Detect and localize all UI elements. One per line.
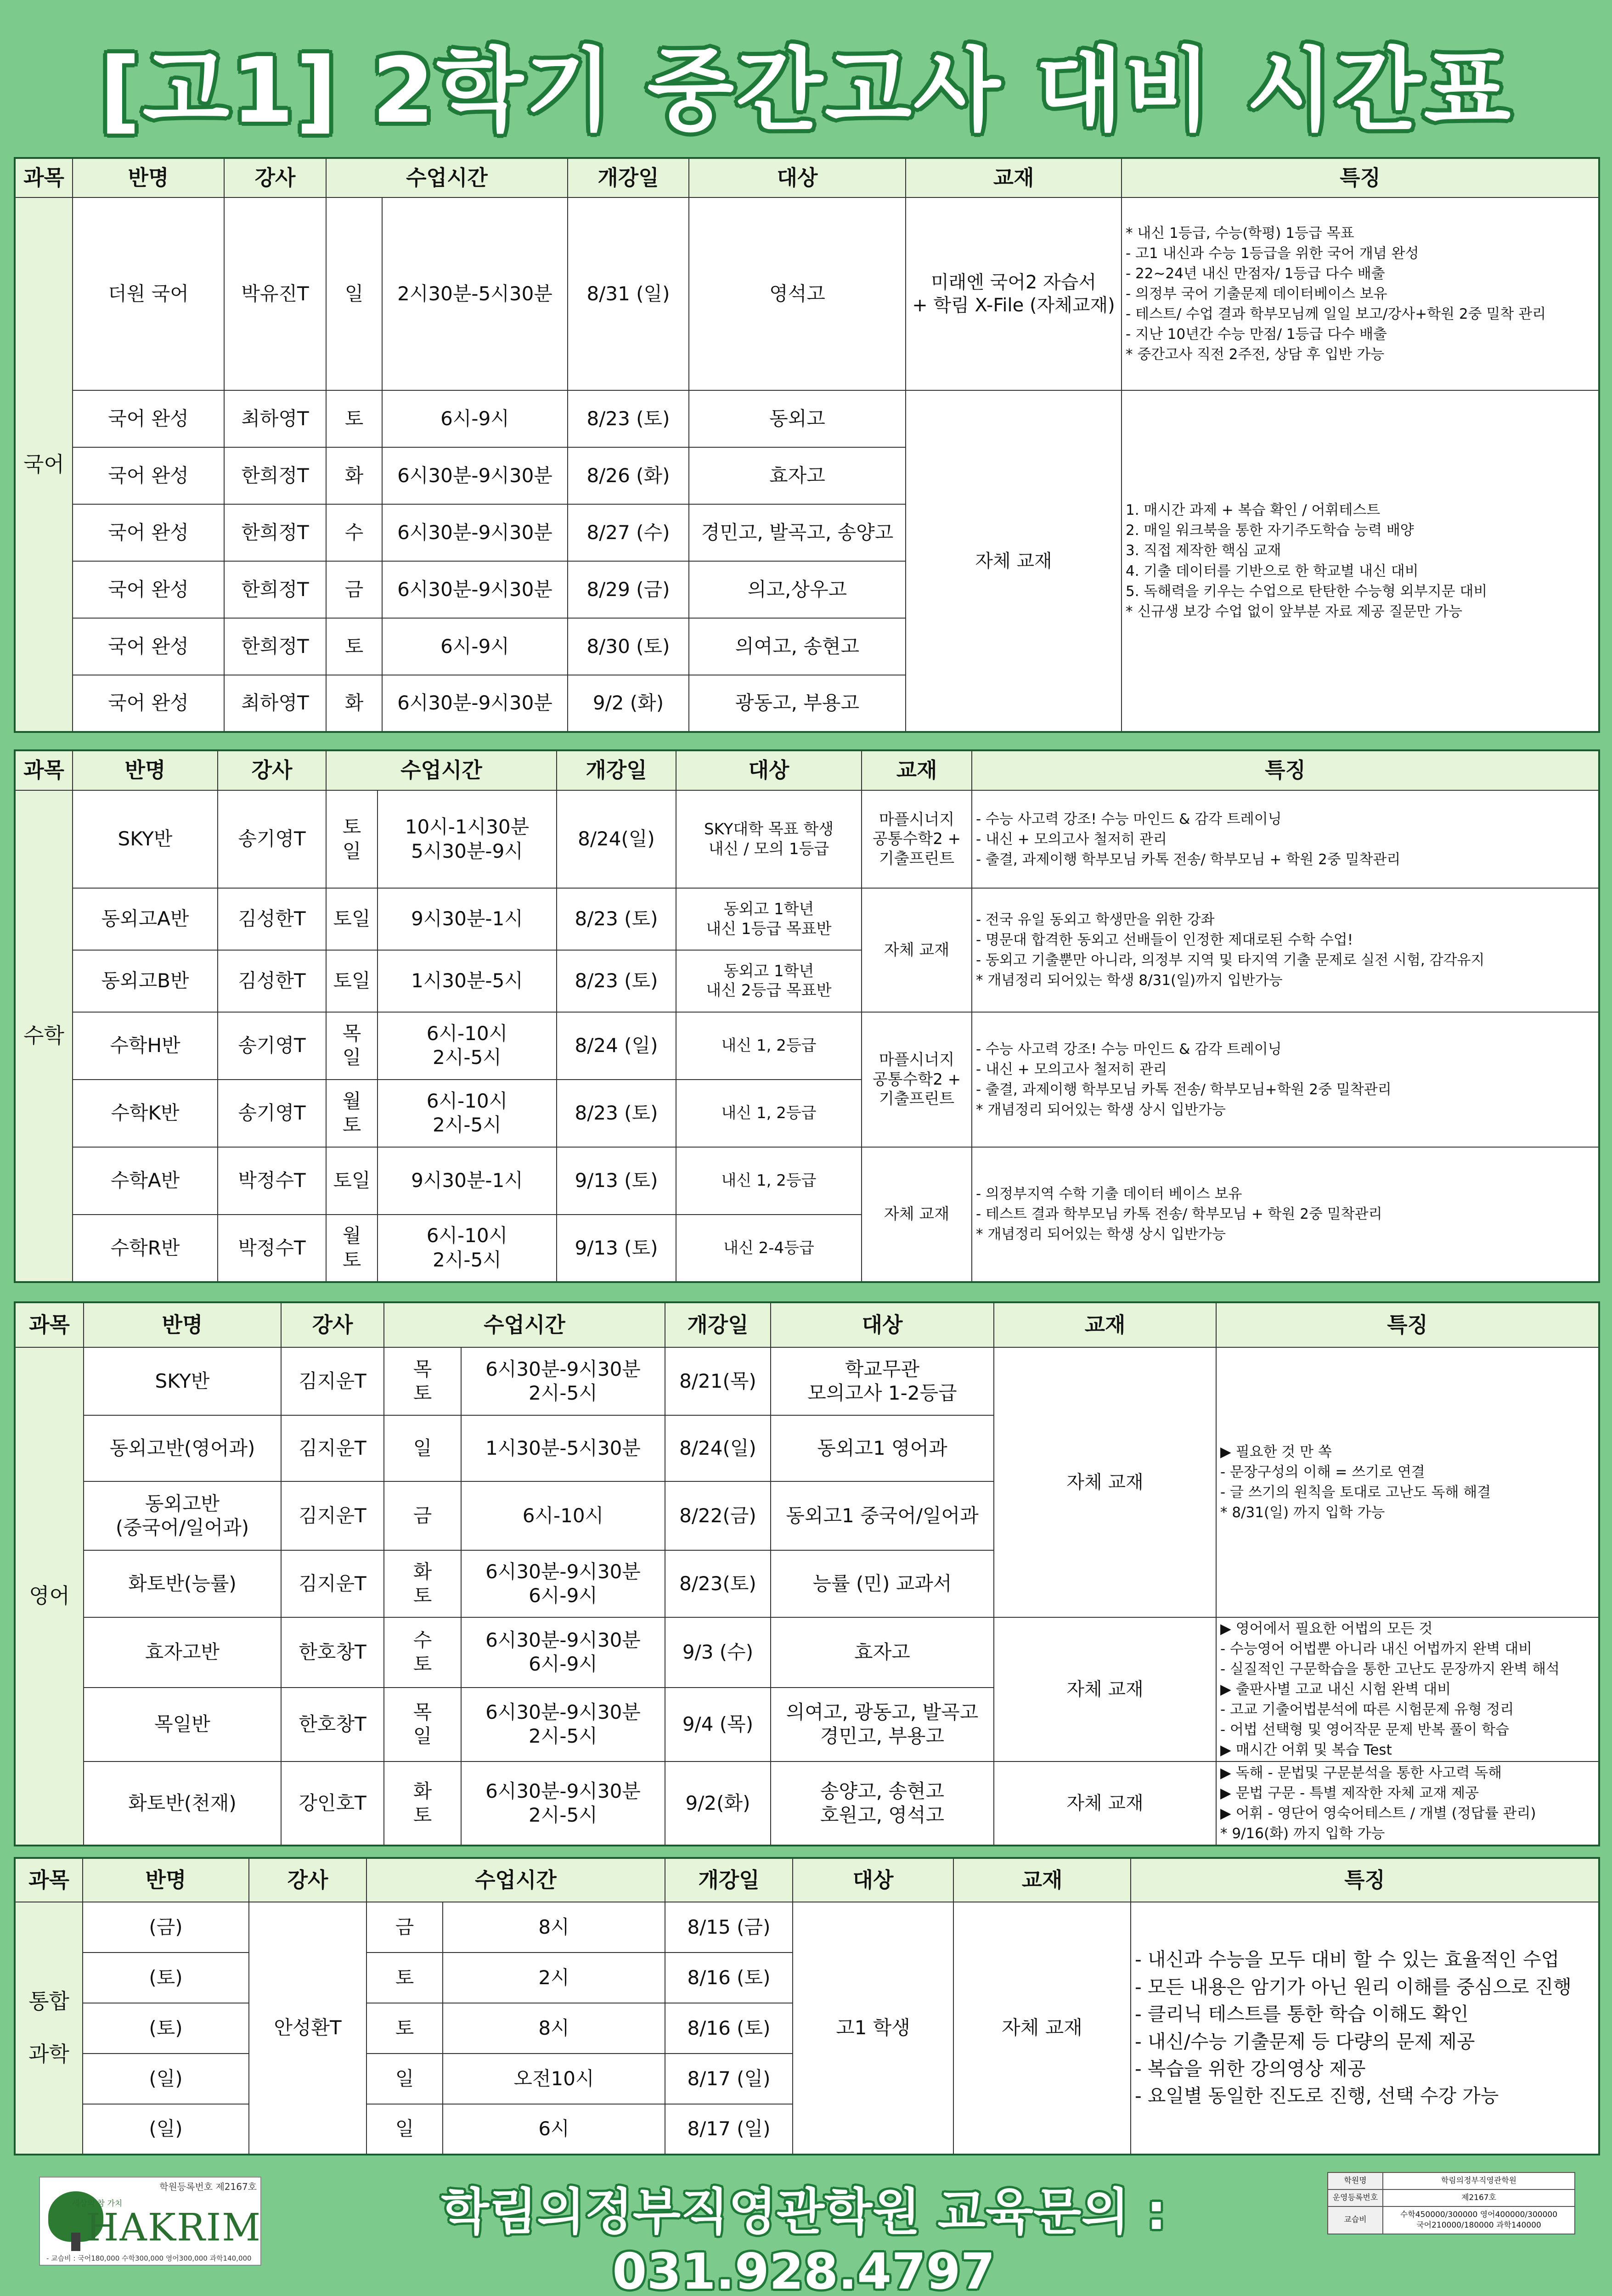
class-name: 동외고반 (중국어/일어과) bbox=[84, 1481, 281, 1550]
class-name: (일) bbox=[83, 2054, 249, 2104]
class-day: 금 bbox=[326, 561, 382, 618]
start-date: 8/30 (토) bbox=[568, 618, 689, 675]
class-time: 8시 bbox=[443, 1902, 665, 1953]
features: - 전국 유일 동외고 학생만을 위한 강좌 - 명문대 합격한 동외고 선배들이 인정한 제대로된 수학 수업! - 동외고 기출뿐만 아니라, 의정부 지역 및 타지역 기출 문제로 실전 시험, 감각유지 * 개념정리 되어있는 학생 8/31(일)까지 입반가능 bbox=[972, 888, 1599, 1012]
start-date: 8/23 (토) bbox=[557, 1080, 676, 1147]
start-date: 8/16 (토) bbox=[665, 2003, 793, 2054]
class-day: 목 토 bbox=[384, 1347, 461, 1415]
target: 능률 (민) 교과서 bbox=[771, 1550, 994, 1617]
science-schedule-table bbox=[14, 1857, 1600, 2155]
class-day: 토 bbox=[326, 390, 382, 447]
english-schedule-table bbox=[14, 1301, 1600, 1846]
header-time: 수업시간 bbox=[384, 1302, 665, 1347]
class-day: 토일 bbox=[326, 1147, 378, 1215]
features: 1. 매시간 과제 + 복습 확인 / 어휘테스트 2. 매일 워크북을 통한 자기주도학습 능력 배양 3. 직접 제작한 핵심 교재 4. 기출 데이터를 기반으로 한 학교별 내신 대비 5. 독해력을 키우는 수업으로 탄탄한 수능형 외부지문 대비 * 신규생 보강 수업 없이 앞부분 자료 제공 질문만 가능 bbox=[1122, 390, 1599, 732]
class-day: 토일 bbox=[326, 950, 378, 1012]
class-name: SKY반 bbox=[84, 1347, 281, 1415]
table-row bbox=[15, 197, 1599, 390]
start-date: 8/26 (화) bbox=[568, 447, 689, 504]
textbook: 자체 교재 bbox=[906, 390, 1122, 732]
info-value: 제2167호 bbox=[1383, 2189, 1575, 2206]
class-time: 6시-10시 2시-5시 bbox=[378, 1012, 557, 1080]
class-day: 일 bbox=[366, 2054, 443, 2104]
class-time: 2시 bbox=[443, 1953, 665, 2003]
header-subject: 과목 bbox=[15, 1302, 84, 1347]
class-day: 일 bbox=[384, 1415, 461, 1481]
logo-fees: - 교습비 : 국어180,000 수학300,000 영어300,000 과학140,000 bbox=[46, 2254, 252, 2262]
start-date: 8/23(토) bbox=[665, 1550, 771, 1617]
target: 의여고, 광동고, 발곡고 경민고, 부용고 bbox=[771, 1688, 994, 1761]
table-row bbox=[15, 1012, 1599, 1080]
features: - 의정부지역 수학 기출 데이터 베이스 보유 - 테스트 결과 학부모님 카톡 전송/ 학부모님 + 학원 2중 밀착관리 * 개념정리 되어있는 학생 상시 입반가능 bbox=[972, 1147, 1599, 1282]
class-day: 토 bbox=[366, 2003, 443, 2054]
class-time: 6시-9시 bbox=[382, 390, 568, 447]
target: 학교무관 모의고사 1-2등급 bbox=[771, 1347, 994, 1415]
target: 효자고 bbox=[689, 447, 906, 504]
class-day: 월 토 bbox=[326, 1215, 378, 1282]
class-day: 목 일 bbox=[326, 1012, 378, 1080]
target: 동외고1 중국어/일어과 bbox=[771, 1481, 994, 1550]
subject-cell: 수학 bbox=[15, 790, 73, 1282]
header-target: 대상 bbox=[771, 1302, 994, 1347]
korean-schedule-table bbox=[14, 157, 1600, 733]
class-name: 효자고반 bbox=[84, 1617, 281, 1688]
teacher: 최하영T bbox=[224, 390, 326, 447]
textbook: 마플시너지 공통수학2 + 기출프린트 bbox=[862, 790, 972, 888]
features: - 수능 사고력 강조! 수능 마인드 & 감각 트레이닝 - 내신 + 모의고사 철저히 관리 - 출결, 과제이행 학부모님 카톡 전송/ 학부모님 + 학원 2중 밀착관리 bbox=[972, 790, 1599, 888]
class-name: 더원 국어 bbox=[73, 197, 224, 390]
class-time: 6시30분-9시30분 bbox=[382, 447, 568, 504]
class-day: 토 bbox=[366, 1953, 443, 2003]
start-date: 9/4 (목) bbox=[665, 1688, 771, 1761]
class-day: 금 bbox=[366, 1902, 443, 1953]
class-name: (토) bbox=[83, 1953, 249, 2003]
header-teacher: 강사 bbox=[218, 750, 326, 790]
class-time: 2시30분-5시30분 bbox=[382, 197, 568, 390]
info-label: 교습비 bbox=[1328, 2206, 1383, 2234]
class-time: 6시-9시 bbox=[382, 618, 568, 675]
header-teacher: 강사 bbox=[224, 158, 326, 197]
class-time: 6시30분-9시30분 bbox=[382, 561, 568, 618]
class-name: 동외고B반 bbox=[73, 950, 218, 1012]
class-day: 화 bbox=[326, 675, 382, 732]
start-date: 8/23 (토) bbox=[557, 888, 676, 950]
teacher: 김성한T bbox=[218, 950, 326, 1012]
header-subject: 과목 bbox=[15, 158, 73, 197]
class-name: 국어 완성 bbox=[73, 675, 224, 732]
english-header-row bbox=[15, 1302, 1599, 1347]
target: 송양고, 송현고 호원고, 영석고 bbox=[771, 1761, 994, 1846]
class-name: 수학H반 bbox=[73, 1012, 218, 1080]
header-teacher: 강사 bbox=[249, 1858, 366, 1902]
teacher: 박정수T bbox=[218, 1215, 326, 1282]
teacher: 박정수T bbox=[218, 1147, 326, 1215]
header-start: 개강일 bbox=[557, 750, 676, 790]
footer bbox=[0, 2158, 1612, 2296]
class-time: 9시30분-1시 bbox=[378, 1147, 557, 1215]
teacher: 김지운T bbox=[281, 1481, 384, 1550]
target: 동외고 bbox=[689, 390, 906, 447]
header-subject: 과목 bbox=[15, 1858, 83, 1902]
start-date: 8/24(일) bbox=[557, 790, 676, 888]
header-features: 특징 bbox=[972, 750, 1599, 790]
target: 영석고 bbox=[689, 197, 906, 390]
textbook: 자체 교재 bbox=[994, 1761, 1216, 1846]
teacher: 한희정T bbox=[224, 447, 326, 504]
start-date: 8/17 (일) bbox=[665, 2104, 793, 2155]
teacher: 한호창T bbox=[281, 1617, 384, 1688]
features: * 내신 1등급, 수능(학평) 1등급 목표 - 고1 내신과 수능 1등급을 위한 국어 개념 완성 - 22~24년 내신 만점자/ 1등급 다수 배출 - 의정부 국어 기출문제 데이터베이스 보유 - 테스트/ 수업 결과 학부모님께 일일 보고/강사+학원 2중 밀착 관리 - 지난 10년간 수능 만점/ 1등급 다수 배출 * 중간고사 직전 2주전, 상담 후 입반 가능 bbox=[1122, 197, 1599, 390]
header-class: 반명 bbox=[73, 158, 224, 197]
start-date: 9/13 (토) bbox=[557, 1147, 676, 1215]
class-time: 6시30분-9시30분 6시-9시 bbox=[461, 1550, 665, 1617]
class-name: 화토반(천재) bbox=[84, 1761, 281, 1846]
class-name: 동외고반(영어과) bbox=[84, 1415, 281, 1481]
class-name: 수학K반 bbox=[73, 1080, 218, 1147]
teacher: 한희정T bbox=[224, 504, 326, 561]
textbook: 마플시너지 공통수학2 + 기출프린트 bbox=[862, 1012, 972, 1147]
teacher: 송기영T bbox=[218, 790, 326, 888]
info-value: 학림의정부직영관학원 bbox=[1383, 2172, 1575, 2189]
target: 내신 1, 2등급 bbox=[676, 1147, 862, 1215]
class-time: 6시-10시 2시-5시 bbox=[378, 1215, 557, 1282]
target: 고1 학생 bbox=[793, 1902, 953, 2155]
registration-number: 학원등록번호 제2167호 bbox=[159, 2181, 257, 2192]
info-row bbox=[1328, 2206, 1575, 2234]
header-book: 교재 bbox=[862, 750, 972, 790]
target: 광동고, 부용고 bbox=[689, 675, 906, 732]
header-start: 개강일 bbox=[568, 158, 689, 197]
info-row bbox=[1328, 2172, 1575, 2189]
start-date: 9/3 (수) bbox=[665, 1617, 771, 1688]
table-row bbox=[15, 888, 1599, 950]
start-date: 8/17 (일) bbox=[665, 2054, 793, 2104]
header-time: 수업시간 bbox=[366, 1858, 665, 1902]
textbook: 미래엔 국어2 자습서 + 학림 X-File (자체교재) bbox=[906, 197, 1122, 390]
class-name: (일) bbox=[83, 2104, 249, 2155]
class-time: 9시30분-1시 bbox=[378, 888, 557, 950]
class-name: 화토반(능률) bbox=[84, 1550, 281, 1617]
start-date: 8/22(금) bbox=[665, 1481, 771, 1550]
teacher: 김지운T bbox=[281, 1550, 384, 1617]
header-target: 대상 bbox=[793, 1858, 953, 1902]
features: ▶ 영어에서 필요한 어법의 모든 것 - 수능영어 어법뿐 아니라 내신 어법까지 완벽 대비 - 실질적인 구문학습을 통한 고난도 문장까지 완벽 해석 ▶ 출판사별 고교 내신 시험 완벽 대비 - 고교 기출어법분석에 따른 시험문제 유형 정리 - 어법 선택형 및 영어작문 문제 반복 풀이 학습 ▶ 매시간 어휘 및 복습 Test bbox=[1216, 1617, 1599, 1761]
table-row bbox=[15, 1147, 1599, 1215]
class-time: 10시-1시30분 5시30분-9시 bbox=[378, 790, 557, 888]
class-day: 화 bbox=[326, 447, 382, 504]
target: 동외고 1학년 내신 2등급 목표반 bbox=[676, 950, 862, 1012]
header-features: 특징 bbox=[1216, 1302, 1599, 1347]
header-features: 특징 bbox=[1131, 1858, 1599, 1902]
target: 경민고, 발곡고, 송양고 bbox=[689, 504, 906, 561]
class-day: 화 토 bbox=[384, 1761, 461, 1846]
class-name: 수학R반 bbox=[73, 1215, 218, 1282]
start-date: 8/27 (수) bbox=[568, 504, 689, 561]
contact-info: 학림의정부직영관학원 교육문의 : 031.928.4797 bbox=[441, 2183, 1167, 2296]
class-name: 목일반 bbox=[84, 1688, 281, 1761]
header-book: 교재 bbox=[994, 1302, 1216, 1347]
target: 동외고 1학년 내신 1등급 목표반 bbox=[676, 888, 862, 950]
header-subject: 과목 bbox=[15, 750, 73, 790]
start-date: 8/24(일) bbox=[665, 1415, 771, 1481]
features: ▶ 독해 - 문법및 구문분석을 통한 사고력 독해 ▶ 문법 구문 - 특별 제작한 자체 교재 제공 ▶ 어휘 - 영단어 영숙어테스트 / 개별 (정답률 관리) * 9/16(화) 까지 입학 가능 bbox=[1216, 1761, 1599, 1846]
class-time: 1시30분-5시 bbox=[378, 950, 557, 1012]
header-class: 반명 bbox=[73, 750, 218, 790]
page-title: [고1] 2학기 중간고사 대비 시간표 bbox=[99, 39, 1513, 143]
math-schedule-table bbox=[14, 749, 1600, 1283]
table-row bbox=[15, 1347, 1599, 1415]
start-date: 8/24 (일) bbox=[557, 1012, 676, 1080]
features: ▶ 필요한 것 만 쏙 - 문장구성의 이해 = 쓰기로 연결 - 글 쓰기의 원칙을 토대로 고난도 독해 해결 * 8/31(일) 까지 입학 가능 bbox=[1216, 1347, 1599, 1617]
teacher: 안성환T bbox=[249, 1902, 366, 2155]
target: 내신 2-4등급 bbox=[676, 1215, 862, 1282]
target: 내신 1, 2등급 bbox=[676, 1012, 862, 1080]
header-teacher: 강사 bbox=[281, 1302, 384, 1347]
class-day: 수 bbox=[326, 504, 382, 561]
target: 동외고1 영어과 bbox=[771, 1415, 994, 1481]
teacher: 강인호T bbox=[281, 1761, 384, 1846]
class-time: 6시30분-9시30분 2시-5시 bbox=[461, 1761, 665, 1846]
class-name: 국어 완성 bbox=[73, 390, 224, 447]
math-header-row bbox=[15, 750, 1599, 790]
teacher: 김지운T bbox=[281, 1347, 384, 1415]
class-name: 국어 완성 bbox=[73, 504, 224, 561]
class-time: 오전10시 bbox=[443, 2054, 665, 2104]
class-name: 동외고A반 bbox=[73, 888, 218, 950]
class-day: 토 일 bbox=[326, 790, 378, 888]
tree-trunk-icon bbox=[71, 2233, 80, 2251]
science-header-row bbox=[15, 1858, 1599, 1902]
teacher: 한희정T bbox=[224, 561, 326, 618]
header-time: 수업시간 bbox=[326, 750, 557, 790]
textbook: 자체 교재 bbox=[953, 1902, 1131, 2155]
logo-slogan: 세상의 참 가치 bbox=[72, 2199, 123, 2208]
target: SKY대학 목표 학생 내신 / 모의 1등급 bbox=[676, 790, 862, 888]
header-time: 수업시간 bbox=[326, 158, 568, 197]
target: 의여고, 송현고 bbox=[689, 618, 906, 675]
class-name: 국어 완성 bbox=[73, 618, 224, 675]
subject-cell: 국어 bbox=[15, 197, 73, 732]
teacher: 송기영T bbox=[218, 1080, 326, 1147]
class-name: (금) bbox=[83, 1902, 249, 1953]
teacher: 한호창T bbox=[281, 1688, 384, 1761]
features: - 내신과 수능을 모두 대비 할 수 있는 효율적인 수업 - 모든 내용은 암기가 아닌 원리 이해를 중심으로 진행 - 클리닉 테스트를 통한 학습 이해도 확인 - 내신/수능 기출문제 등 다량의 문제 제공 - 복습을 위한 강의영상 제공 - 요일별 동일한 진도로 진행, 선택 수강 가능 bbox=[1131, 1902, 1599, 2155]
class-name: 국어 완성 bbox=[73, 447, 224, 504]
start-date: 8/16 (토) bbox=[665, 1953, 793, 2003]
table-row bbox=[15, 1902, 1599, 1953]
subject-cell: 통합 과학 bbox=[15, 1902, 83, 2155]
class-time: 6시30분-9시30분 bbox=[382, 675, 568, 732]
subject-cell: 영어 bbox=[15, 1347, 84, 1846]
teacher: 최하영T bbox=[224, 675, 326, 732]
table-row bbox=[15, 790, 1599, 888]
class-time: 1시30분-5시30분 bbox=[461, 1415, 665, 1481]
class-day: 일 bbox=[326, 197, 382, 390]
header-features: 특징 bbox=[1122, 158, 1599, 197]
start-date: 8/23 (토) bbox=[568, 390, 689, 447]
header-book: 교재 bbox=[953, 1858, 1131, 1902]
target: 의고,상우고 bbox=[689, 561, 906, 618]
header-class: 반명 bbox=[84, 1302, 281, 1347]
academy-info-table bbox=[1327, 2172, 1575, 2234]
teacher: 한희정T bbox=[224, 618, 326, 675]
class-time: 6시30분-9시30분 bbox=[382, 504, 568, 561]
start-date: 9/2(화) bbox=[665, 1761, 771, 1846]
textbook: 자체 교재 bbox=[862, 1147, 972, 1282]
class-time: 6시-10시 2시-5시 bbox=[378, 1080, 557, 1147]
class-day: 토일 bbox=[326, 888, 378, 950]
logo-text: HAKRIM bbox=[86, 2206, 262, 2250]
class-day: 수 토 bbox=[384, 1617, 461, 1688]
header-class: 반명 bbox=[83, 1858, 249, 1902]
class-time: 6시30분-9시30분 2시-5시 bbox=[461, 1347, 665, 1415]
table-row bbox=[15, 390, 1599, 447]
class-day: 화 토 bbox=[384, 1550, 461, 1617]
class-name: SKY반 bbox=[73, 790, 218, 888]
header-book: 교재 bbox=[906, 158, 1122, 197]
info-value: 수학450000/300000 영어400000/300000 국어210000/180000 과학140000 bbox=[1383, 2206, 1575, 2234]
textbook: 자체 교재 bbox=[994, 1347, 1216, 1617]
class-time: 8시 bbox=[443, 2003, 665, 2054]
table-row bbox=[15, 1761, 1599, 1846]
header-target: 대상 bbox=[689, 158, 906, 197]
features: - 수능 사고력 강조! 수능 마인드 & 감각 트레이닝 - 내신 + 모의고사 철저히 관리 - 출결, 과제이행 학부모님 카톡 전송/ 학부모님+학원 2중 밀착관리 * 개념정리 되어있는 학생 상시 입반가능 bbox=[972, 1012, 1599, 1147]
class-day: 일 bbox=[366, 2104, 443, 2155]
teacher: 김지운T bbox=[281, 1415, 384, 1481]
class-day: 토 bbox=[326, 618, 382, 675]
header-start: 개강일 bbox=[665, 1858, 793, 1902]
academy-logo bbox=[39, 2177, 261, 2266]
class-time: 6시 bbox=[443, 2104, 665, 2155]
class-name: 수학A반 bbox=[73, 1147, 218, 1215]
class-day: 목 일 bbox=[384, 1688, 461, 1761]
class-day: 월 토 bbox=[326, 1080, 378, 1147]
teacher: 김성한T bbox=[218, 888, 326, 950]
korean-header-row bbox=[15, 158, 1599, 197]
textbook: 자체 교재 bbox=[994, 1617, 1216, 1761]
header-start: 개강일 bbox=[665, 1302, 771, 1347]
class-day: 금 bbox=[384, 1481, 461, 1550]
info-row bbox=[1328, 2189, 1575, 2206]
start-date: 8/15 (금) bbox=[665, 1902, 793, 1953]
class-time: 6시30분-9시30분 2시-5시 bbox=[461, 1688, 665, 1761]
target: 내신 1, 2등급 bbox=[676, 1080, 862, 1147]
textbook: 자체 교재 bbox=[862, 888, 972, 1012]
start-date: 8/31 (일) bbox=[568, 197, 689, 390]
class-name: 국어 완성 bbox=[73, 561, 224, 618]
class-time: 6시-10시 bbox=[461, 1481, 665, 1550]
start-date: 8/21(목) bbox=[665, 1347, 771, 1415]
info-label: 운영등록번호 bbox=[1328, 2189, 1383, 2206]
target: 효자고 bbox=[771, 1617, 994, 1688]
teacher: 송기영T bbox=[218, 1012, 326, 1080]
teacher: 박유진T bbox=[224, 197, 326, 390]
header-target: 대상 bbox=[676, 750, 862, 790]
start-date: 8/29 (금) bbox=[568, 561, 689, 618]
class-time: 6시30분-9시30분 6시-9시 bbox=[461, 1617, 665, 1688]
info-label: 학원명 bbox=[1328, 2172, 1383, 2189]
class-name: (토) bbox=[83, 2003, 249, 2054]
table-row bbox=[15, 1617, 1599, 1688]
start-date: 9/2 (화) bbox=[568, 675, 689, 732]
start-date: 8/23 (토) bbox=[557, 950, 676, 1012]
start-date: 9/13 (토) bbox=[557, 1215, 676, 1282]
